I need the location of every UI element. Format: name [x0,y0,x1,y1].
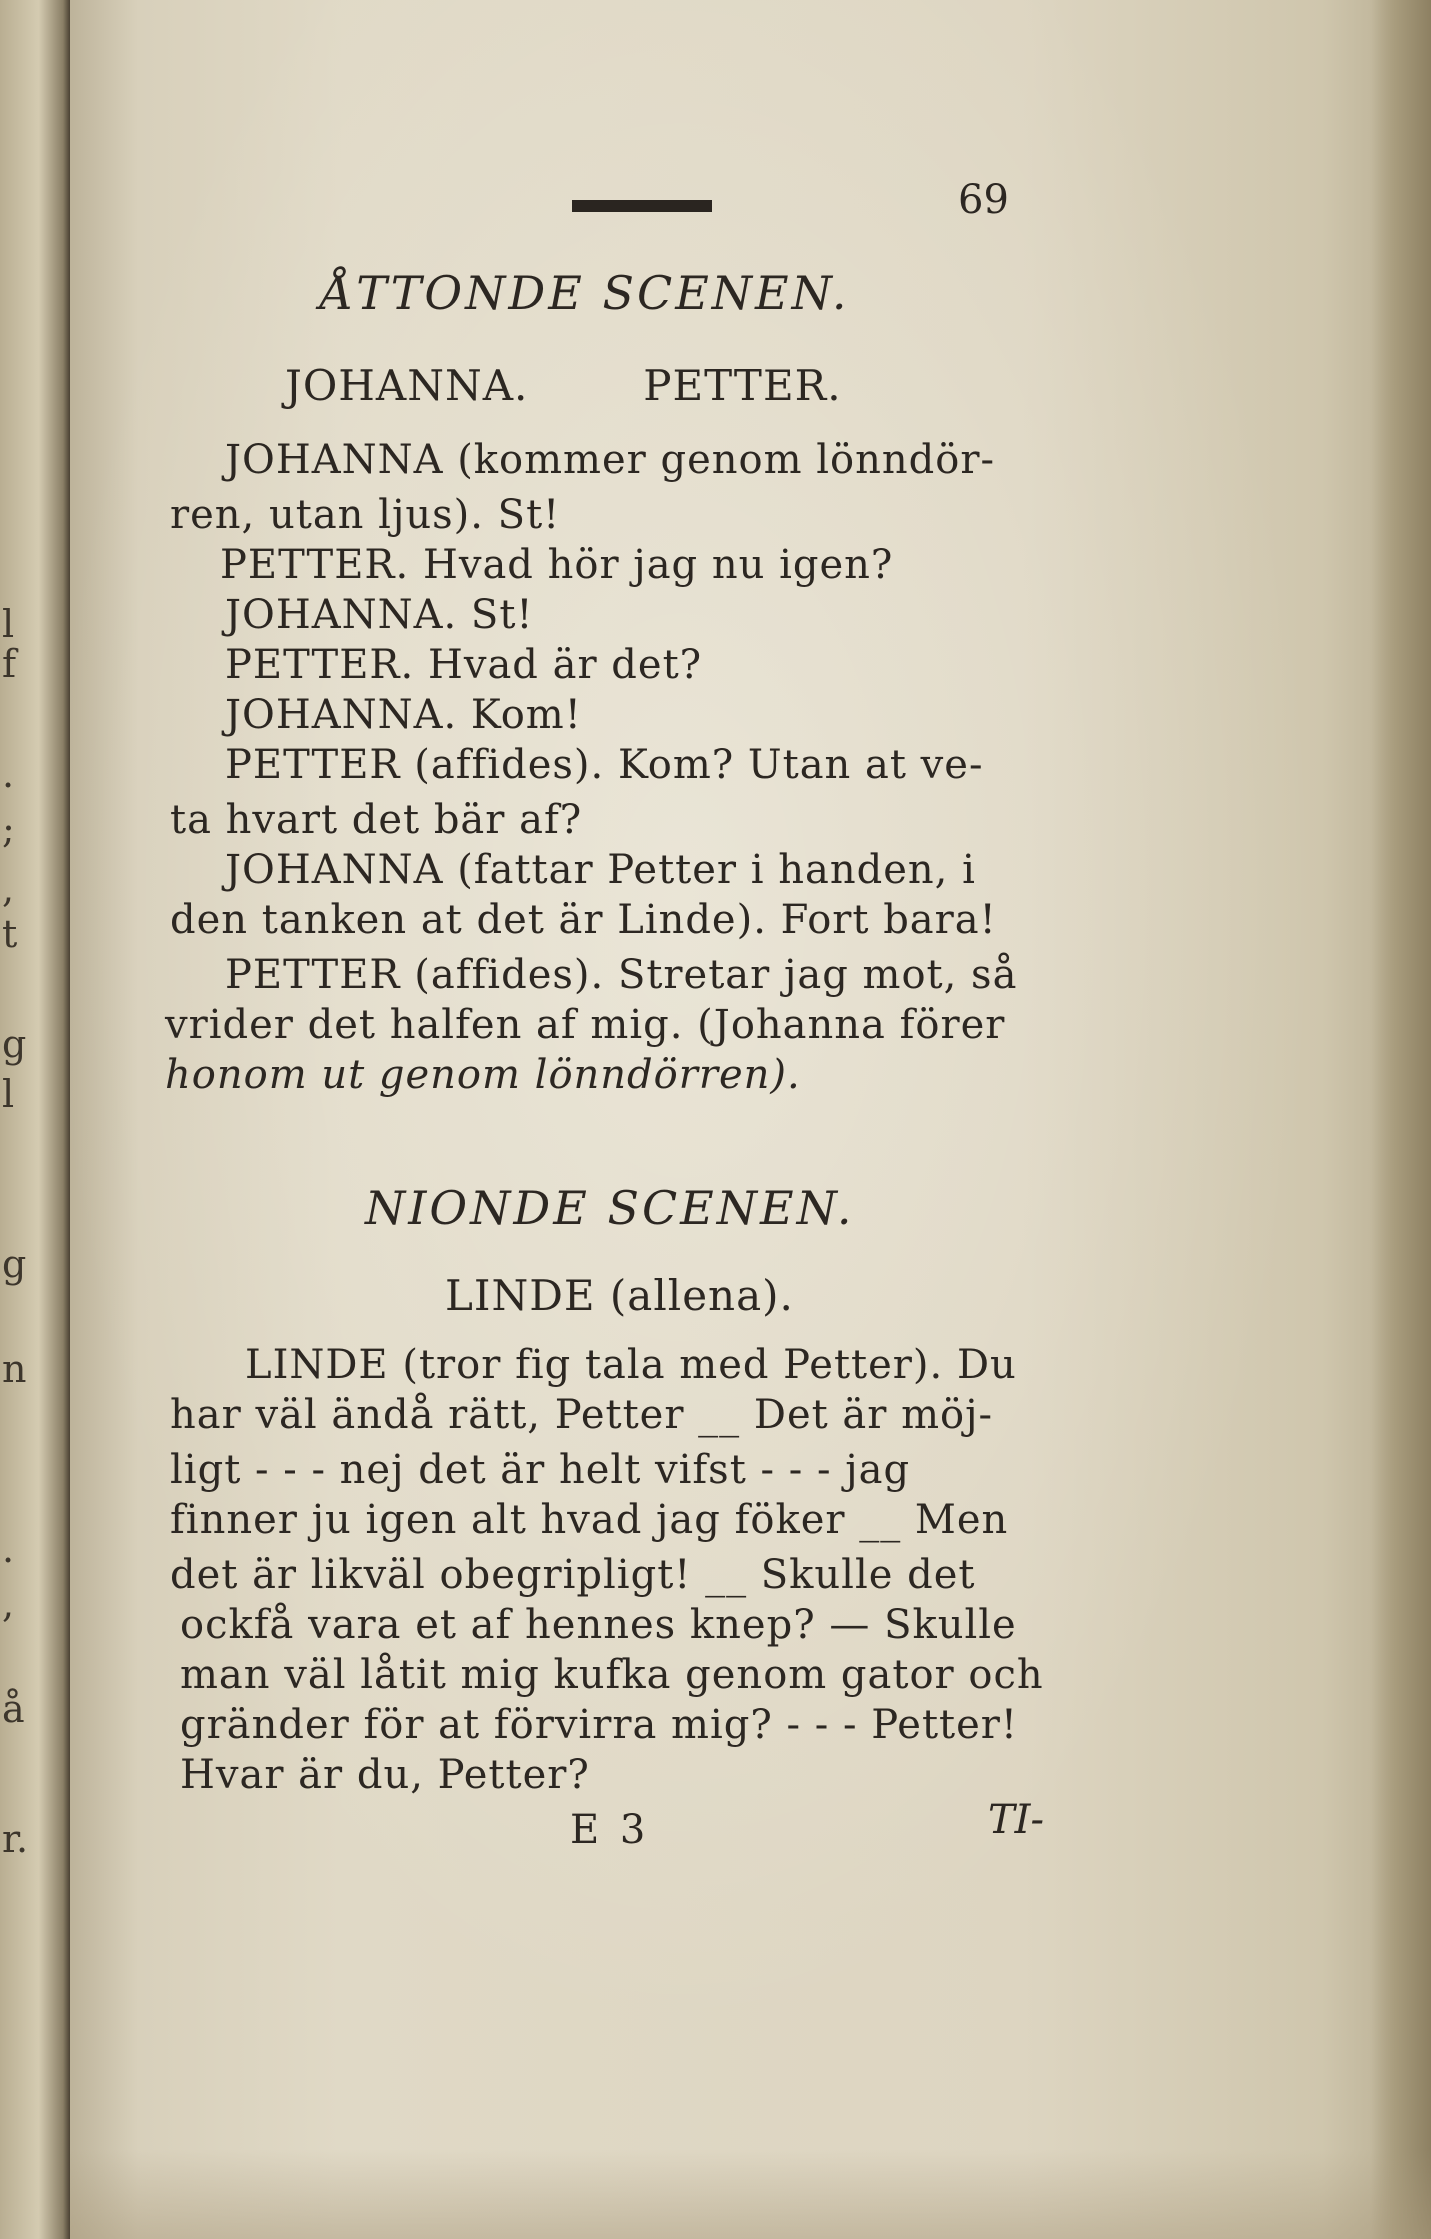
dialogue-line: ta hvart det bär af? [170,797,583,843]
dialogue-line: ligt - - - nej det är helt vifst - - - jag [170,1447,911,1493]
dialogue-line: vrider det halfen af mig. (Johanna förer [165,1002,1006,1048]
previous-page-edge [0,0,70,2239]
dialogue-line: har väl ändå rätt, Petter __ Det är möj- [170,1392,994,1438]
edge-letter: g [2,1242,27,1286]
edge-letter: å [2,1687,25,1731]
dialogue-line: man väl låtit mig kufka genom gator och [180,1652,1044,1698]
edge-letter: . [2,752,15,796]
edge-letter: ; [2,807,15,851]
scene-cast: JOHANNA. PETTER. [285,361,842,410]
dialogue-line: Hvar är du, Petter? [180,1752,590,1798]
page-bottom-shade [70,2149,1431,2239]
dialogue-line: JOHANNA. St! [225,592,534,638]
dialogue-line: PETTER (affides). Stretar jag mot, så [225,952,1018,998]
page-edge-shadow [1371,0,1431,2239]
edge-letter: n [2,1347,27,1391]
edge-letter: , [2,867,15,911]
dialogue-line: JOHANNA. Kom! [225,692,582,738]
book-page [70,0,1431,2239]
page-number: 69 [958,177,1009,223]
scene-title: NIONDE SCENEN. [365,1181,855,1235]
dialogue-line: LINDE (tror fig tala med Petter). Du [245,1342,1017,1388]
header-rule [572,200,712,212]
signature-mark: E 3 [570,1807,650,1853]
stage-direction-line: honom ut genom lönndörren). [165,1052,801,1098]
dialogue-line: PETTER (affides). Kom? Utan at ve- [225,742,984,788]
scene-cast: LINDE (allena). [445,1271,794,1320]
scene-title: ÅTTONDE SCENEN. [320,266,850,320]
dialogue-line: det är likväl obegripligt! __ Skulle det [170,1552,976,1598]
dialogue-line: JOHANNA (fattar Petter i handen, i [225,847,976,893]
edge-letter: l [2,1072,15,1116]
dialogue-line: PETTER. Hvad hör jag nu igen? [220,542,894,588]
catchword: TI- [988,1797,1044,1843]
edge-letter: t [2,912,18,956]
edge-letter: g [2,1022,27,1066]
edge-letter: l [2,602,15,646]
edge-letter: f [2,642,17,686]
edge-letter: , [2,1582,15,1626]
edge-letter: . [2,1527,15,1571]
edge-letter: r. [2,1817,29,1861]
dialogue-line: ren, utan ljus). St! [170,492,561,538]
dialogue-line: ockfå vara et af hennes knep? — Skulle [180,1602,1017,1648]
dialogue-line: gränder för at förvirra mig? - - - Petter! [180,1702,1018,1748]
dialogue-line: PETTER. Hvad är det? [225,642,703,688]
dialogue-line: den tanken at det är Linde). Fort bara! [170,897,997,943]
dialogue-line: JOHANNA (kommer genom lönndör- [225,437,995,483]
dialogue-line: finner ju igen alt hvad jag föker __ Men [170,1497,1009,1543]
